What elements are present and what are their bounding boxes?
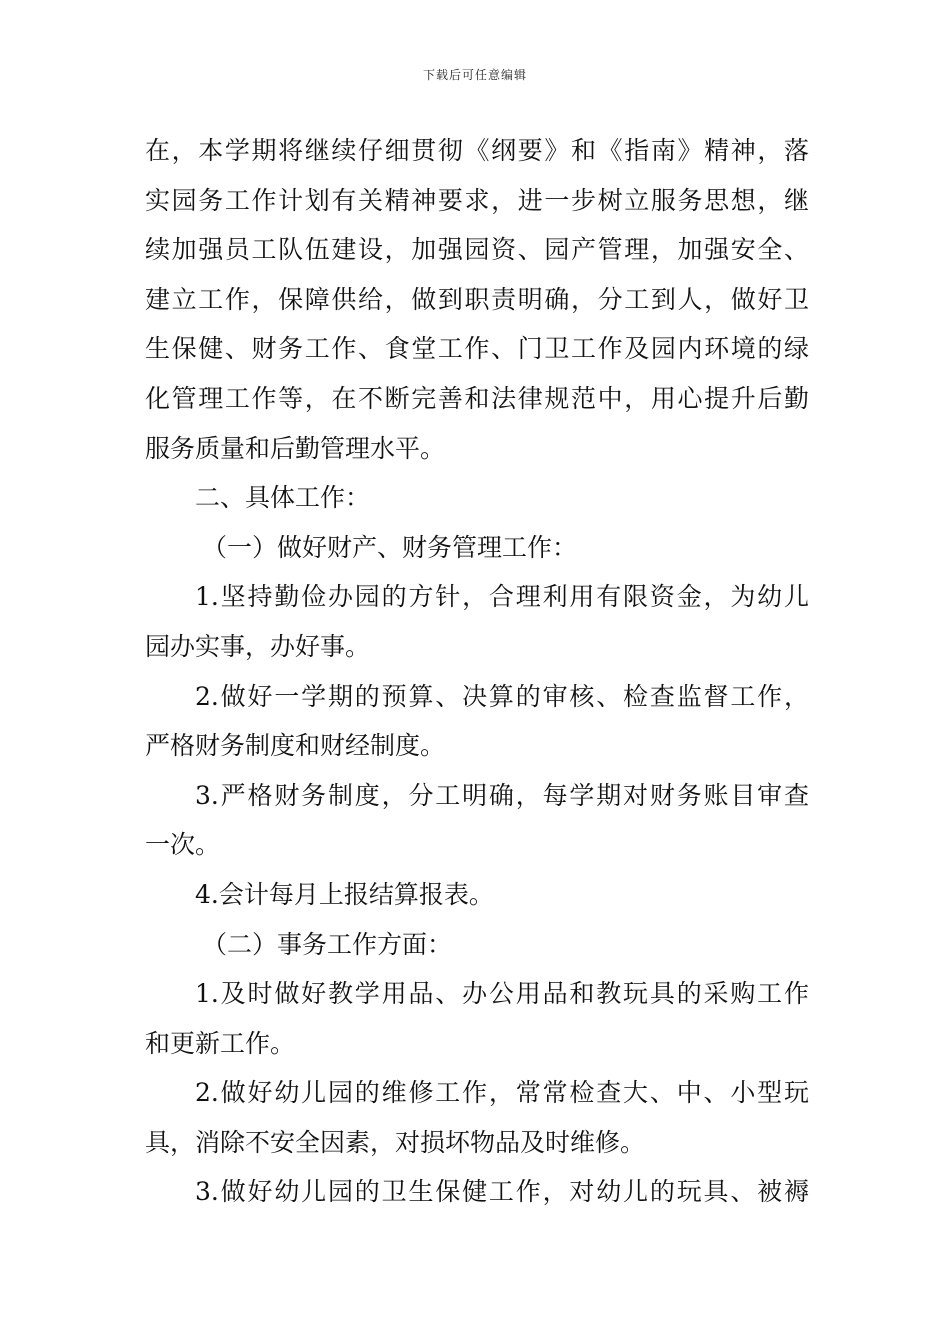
text-line-20: 2.做好幼儿园的维修工作，常常检查大、中、小型玩	[195, 1078, 809, 1108]
text-line-6: 化管理工作等，在不断完善和法律规范中，用心提升后勤	[145, 383, 809, 413]
text-line-21: 具，消除不安全因素，对损坏物品及时维修。	[145, 1127, 646, 1157]
text-line-12: 2.做好一学期的预算、决算的审核、检查监督工作，	[195, 681, 809, 711]
text-line-10: 1.坚持勤俭办园的方针，合理利用有限资金，为幼儿	[195, 582, 809, 612]
text-line-7: 服务质量和后勤管理水平。	[145, 433, 446, 463]
text-line-9: （一）做好财产、财务管理工作：	[202, 532, 578, 562]
text-line-22: 3.做好幼儿园的卫生保健工作，对幼儿的玩具、被褥	[195, 1177, 809, 1207]
text-line-18: 1.及时做好教学用品、办公用品和教玩具的采购工作	[195, 979, 809, 1009]
text-line-11: 园办实事，办好事。	[145, 631, 371, 661]
page-header-note: 下载后可任意编辑	[422, 68, 527, 82]
text-line-16: 4.会计每月上报结算报表。	[195, 879, 494, 909]
text-line-4: 建立工作，保障供给，做到职责明确，分工到人，做好卫	[145, 284, 809, 314]
text-line-15: 一次。	[145, 830, 221, 860]
text-line-13: 严格财务制度和财经制度。	[145, 731, 446, 761]
text-line-1: 在，本学期将继续仔细贯彻《纲要》和《指南》精神，落	[145, 136, 809, 165]
text-line-5: 生保健、财务工作、食堂工作、门卫工作及园内环境的绿	[145, 334, 809, 364]
text-line-3: 续加强员工队伍建设，加强园资、园产管理，加强安全、	[145, 235, 809, 265]
text-line-2: 实园务工作计划有关精神要求，进一步树立服务思想，继	[145, 185, 809, 215]
text-line-8: 二、具体工作：	[195, 483, 371, 513]
text-line-17: （二）事务工作方面：	[202, 929, 453, 959]
document-body	[145, 126, 809, 1217]
text-line-19: 和更新工作。	[145, 1028, 296, 1058]
text-line-14: 3.严格财务制度，分工明确，每学期对财务账目审查	[195, 780, 809, 810]
